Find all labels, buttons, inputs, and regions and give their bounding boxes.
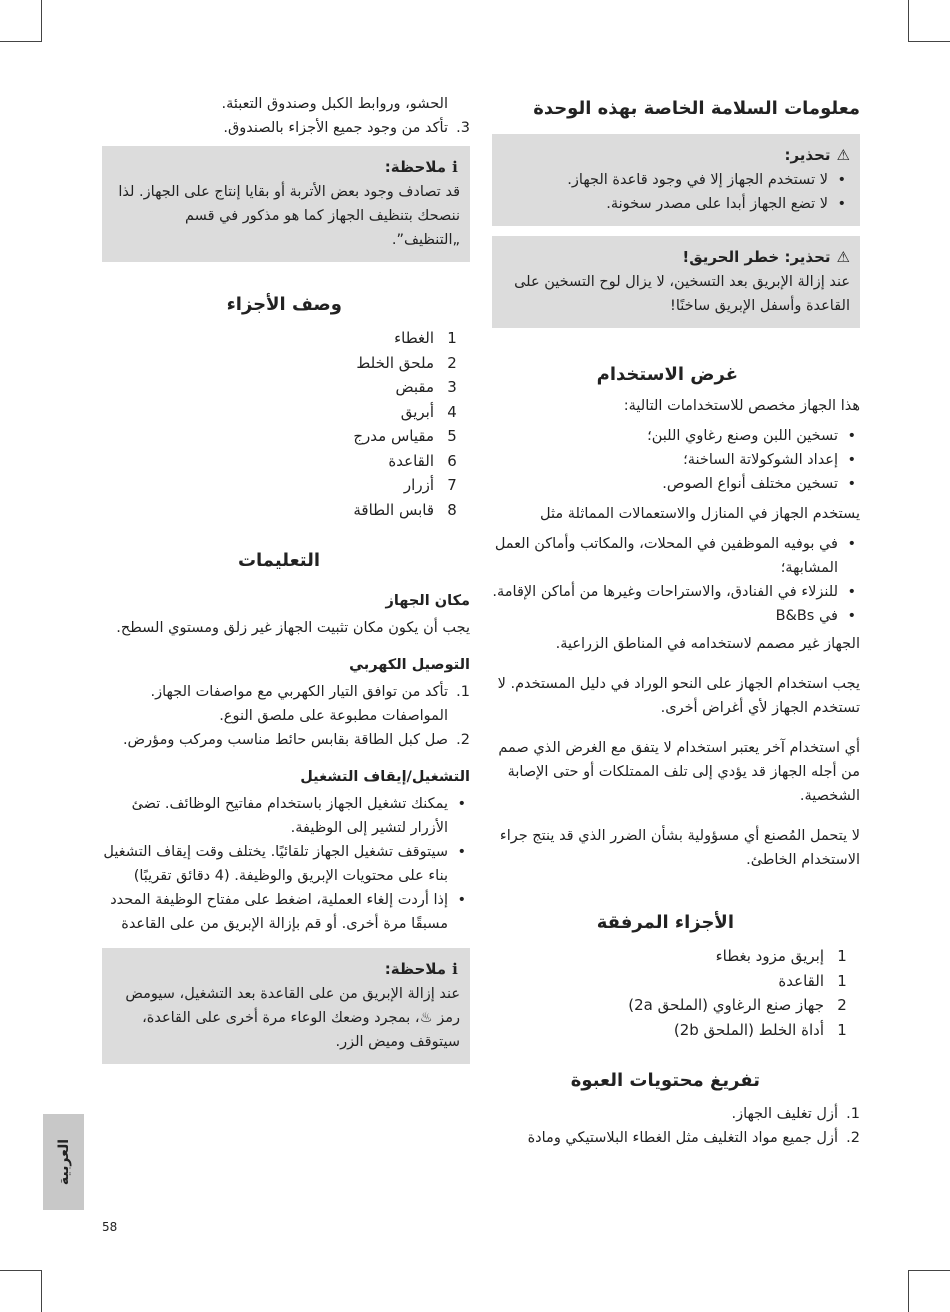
parts-heading: وصف الأجزاء xyxy=(226,294,342,315)
part-item: 2 ملحق الخلط xyxy=(356,353,457,372)
left-column xyxy=(102,92,470,1064)
list-item: • في بوفيه الموظفين في المحلات، والمكاتب وأماكن العمل المشابهة؛ xyxy=(492,532,860,580)
instructions-heading: التعليمات xyxy=(237,550,320,571)
part-item: 7 أزرار xyxy=(403,476,457,494)
list-item: 2 جهاز صنع الرغاوي (الملحق 2a) xyxy=(628,996,847,1014)
note-box xyxy=(102,146,470,262)
warning-text: عند إزالة الإبريق بعد التسخين، لا يزال لوح التسخين على القاعدة وأسفل الإبريق ساخنًا! xyxy=(514,274,850,314)
location-subhead: مكان الجهاز xyxy=(385,593,470,609)
liability-text: لا يتحمل المُصنع أي مسؤولية بشأن الضرر الذي قد ينتج جراء الاستخدام الخاطئ. xyxy=(499,828,860,868)
list-item: 1. تأكد من توافق التيار الكهربي مع مواصفات الجهاز. المواصفات مطبوعة على ملصق النوع. xyxy=(150,684,470,724)
page-number: 58 xyxy=(102,1220,118,1234)
crop-mark xyxy=(908,1270,909,1312)
warning-title: تحذير: خطر الحريق! xyxy=(682,248,831,266)
note-text: قد تصادف وجود بعض الأتربة أو بقايا إنتاج على الجهاز. لذا ننصحك بتنظيف الجهاز كما هو مذكور في قسم „التنظيف”. xyxy=(118,184,460,248)
list-item: 1. أزل تغليف الجهاز. xyxy=(731,1106,860,1122)
unpack-list xyxy=(492,1102,860,1150)
note-title: ملاحظة: xyxy=(384,960,446,978)
list-item: 2. أزل جميع مواد التغليف مثل الغطاء البلاستيكي ومادة xyxy=(527,1130,860,1146)
crop-mark xyxy=(0,41,42,42)
purpose-heading: غرض الاستخدام xyxy=(596,364,738,385)
list-item: • للنزلاء في الفنادق، والاستراحات وغيرها من أماكن الإقامة. xyxy=(492,580,860,604)
crop-mark xyxy=(41,1270,42,1312)
warning-icon: ⚠ xyxy=(836,248,850,266)
crop-mark xyxy=(41,0,42,42)
note-box xyxy=(102,948,470,1064)
info-icon: ℹ xyxy=(452,960,458,978)
list-item: • إعداد الشوكولاتة الساخنة؛ xyxy=(492,448,860,472)
part-item: 1 الغطاء xyxy=(394,329,457,347)
list-item: • إذا أردت إلغاء العملية، اضغط على مفتاح الوظيفة المحدد مسبقًا مرة أخرى. أو قم بإزالة الإبريق من على القاعدة xyxy=(102,888,470,936)
electrical-subhead: التوصيل الكهربي xyxy=(349,657,470,673)
operation-list xyxy=(102,792,470,936)
purpose-list xyxy=(492,424,860,496)
info-icon: ℹ xyxy=(452,158,458,176)
list-item: • لا تضع الجهاز أبدا على مصدر سخونة. xyxy=(504,192,850,216)
purpose-intro: هذا الجهاز مخصص للاستخدامات التالية: xyxy=(623,398,860,414)
warning-box xyxy=(492,134,860,226)
electrical-list xyxy=(102,680,470,752)
language-tab-label: العربية xyxy=(55,1138,72,1186)
crop-mark xyxy=(0,1270,42,1271)
included-list xyxy=(492,944,860,1042)
fire-warning-box xyxy=(492,236,860,328)
language-tab xyxy=(43,1114,84,1210)
list-item: • في B&Bs xyxy=(492,604,860,628)
note-title: ملاحظة: xyxy=(384,158,446,176)
part-item: 3 مقبض xyxy=(395,378,457,396)
unpack-heading: تفريغ محتويات العبوة xyxy=(570,1070,760,1091)
household-intro: يستخدم الجهاز في المنازل والاستعمالات المماثلة مثل xyxy=(540,506,860,522)
list-item: 2. صل كبل الطاقة بقابس حائط مناسب ومركب ومؤرض. xyxy=(122,732,470,748)
part-item: 5 مقياس مدرج xyxy=(353,427,457,445)
part-item: 4 أبريق xyxy=(400,402,457,421)
list-item: • سيتوقف تشغيل الجهاز تلقائيًا. يختلف وقت إيقاف التشغيل بناء على محتويات الإبريق والوظيفة. (4 دقائق تقريبًا) xyxy=(102,840,470,888)
included-heading: الأجزاء المرفقة xyxy=(596,912,734,933)
crop-mark xyxy=(908,0,909,42)
manual-text: يجب استخدام الجهاز على النحو الوراد في دليل المستخدم. لا تستخدم الجهاز لأي أغراض أخرى. xyxy=(497,676,860,716)
safety-heading: معلومات السلامة الخاصة بهذه الوحدة xyxy=(533,98,860,119)
crop-mark xyxy=(908,1270,950,1271)
list-item: 3. تأكد من وجود جميع الأجزاء بالصندوق. xyxy=(223,120,470,136)
crop-mark xyxy=(908,41,950,42)
list-item: • تسخين مختلف أنواع الصوص. xyxy=(492,472,860,496)
right-column xyxy=(492,92,860,1150)
warning-title: تحذير: xyxy=(784,146,831,164)
list-item: • لا تستخدم الجهاز إلا في وجود قاعدة الجهاز. xyxy=(504,168,850,192)
note-text: عند إزالة الإبريق من على القاعدة بعد التشغيل، سيومض رمز ♨، بمجرد وضعك الوعاء مرة أخرى على القاعدة، سيتوقف وميض الزر. xyxy=(125,986,460,1050)
warning-icon: ⚠ xyxy=(836,146,850,164)
list-item: 1 إبريق مزود بغطاء xyxy=(715,947,847,965)
unpack-continued: الحشو، وروابط الكبل وصندوق التعبئة. xyxy=(221,96,448,112)
operation-subhead: التشغيل/إيقاف التشغيل xyxy=(300,769,470,785)
part-item: 6 القاعدة xyxy=(388,451,457,470)
unpack-list-continued xyxy=(102,116,470,140)
list-item: 1 أداة الخلط (الملحق 2b) xyxy=(673,1020,847,1039)
list-item: • تسخين اللبن وصنع رغاوي اللبن؛ xyxy=(492,424,860,448)
warning-list xyxy=(504,168,850,216)
misuse-text: أي استخدام آخر يعتبر استخدام لا يتفق مع الغرض الذي صمم من أجله الجهاز قد يؤدي إلى تلف الممتلكات أو حتى الإصابة الشخصية. xyxy=(498,740,860,804)
list-item: 1 القاعدة xyxy=(778,971,847,990)
household-list xyxy=(492,532,860,628)
part-item: 8 قابس الطاقة xyxy=(353,500,457,519)
list-item: • يمكنك تشغيل الجهاز باستخدام مفاتيح الوظائف. تضئ الأزرار لتشير إلى الوظيفة. xyxy=(102,792,470,840)
agri-text: الجهاز غير مصمم لاستخدامه في المناطق الزراعية. xyxy=(555,636,860,652)
location-text: يجب أن يكون مكان تثبيت الجهاز غير زلق ومستوي السطح. xyxy=(116,620,470,636)
parts-list xyxy=(102,326,470,522)
